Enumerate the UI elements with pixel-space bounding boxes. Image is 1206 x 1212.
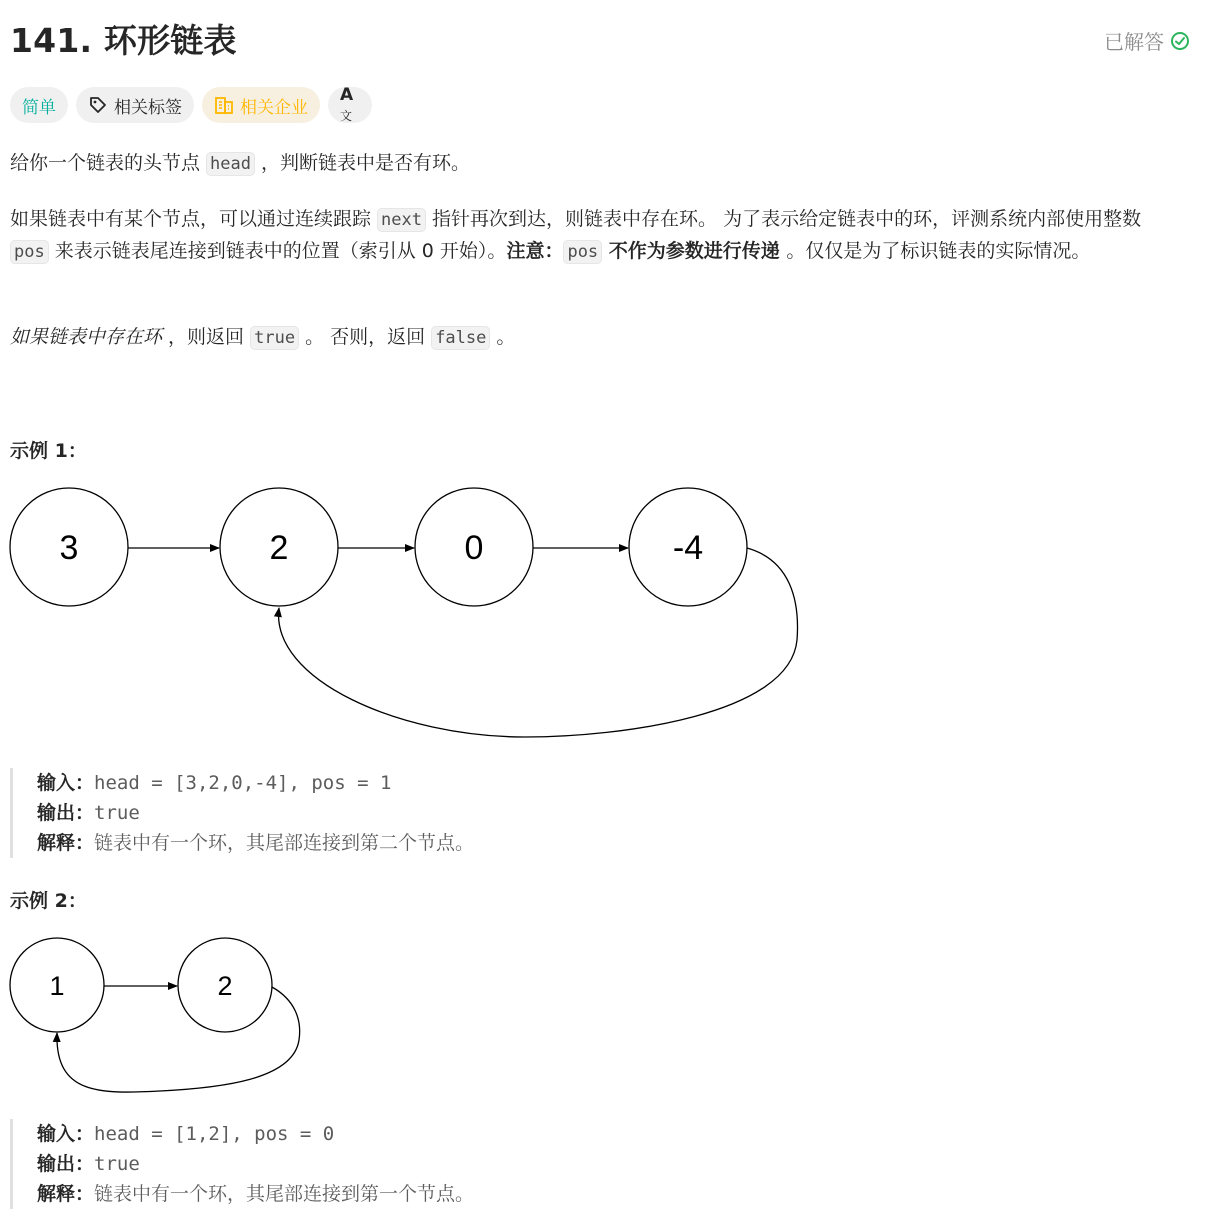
output-value: true bbox=[94, 802, 140, 824]
description-paragraph-1 bbox=[10, 148, 1176, 180]
node-value: 0 bbox=[464, 529, 484, 567]
tag-icon bbox=[88, 95, 108, 115]
example-2-block bbox=[10, 1119, 474, 1209]
emphasis-text: 如果链表中存在环 bbox=[10, 326, 163, 348]
related-tags-button[interactable] bbox=[76, 87, 194, 123]
inline-code: pos bbox=[10, 240, 49, 264]
note-label: 注意： bbox=[506, 240, 564, 262]
translate-button[interactable] bbox=[328, 87, 372, 123]
example-2-diagram bbox=[0, 930, 320, 1105]
list-node bbox=[415, 488, 533, 606]
list-node bbox=[220, 488, 338, 606]
inline-code: pos bbox=[563, 240, 602, 264]
text: 。 否则，返回 bbox=[299, 326, 432, 348]
node-value: 1 bbox=[49, 971, 65, 1001]
related-tags-label: 相关标签 bbox=[114, 97, 182, 118]
translate-icon: A文 bbox=[340, 85, 354, 123]
output-value: true bbox=[94, 1153, 140, 1175]
text: 指针再次到达，则链表中存在环。 为了表示给定链表中的环，评测系统内部使用整数 bbox=[426, 208, 1142, 230]
tag-bar bbox=[10, 87, 372, 123]
inline-code: head bbox=[206, 152, 255, 176]
text: 。仅仅是为了标识链表的实际情况。 bbox=[786, 240, 1091, 262]
inline-code: true bbox=[250, 326, 299, 350]
translate-label: A bbox=[340, 85, 354, 105]
list-node bbox=[629, 488, 747, 606]
text: 。 bbox=[490, 326, 516, 348]
explain-label: 解释： bbox=[37, 832, 95, 854]
related-companies-label: 相关企业 bbox=[240, 97, 308, 118]
list-node bbox=[10, 488, 128, 606]
explain-value: 链表中有一个环，其尾部连接到第二个节点。 bbox=[94, 832, 475, 854]
text: ，判断链表中是否有环。 bbox=[255, 152, 471, 174]
problem-header bbox=[10, 18, 1190, 64]
example-2-heading: 示例 2： bbox=[10, 890, 87, 912]
building-icon bbox=[214, 95, 234, 115]
list-node bbox=[10, 938, 104, 1032]
explain-label: 解释： bbox=[37, 1183, 95, 1205]
text: ，则返回 bbox=[162, 326, 251, 348]
input-label: 输入： bbox=[37, 772, 95, 794]
difficulty-label: 简单 bbox=[22, 97, 56, 118]
input-value: head = [1,2], pos = 0 bbox=[94, 1123, 335, 1145]
example-1-block bbox=[10, 768, 474, 858]
inline-code: false bbox=[431, 326, 490, 350]
example-1-heading: 示例 1： bbox=[10, 440, 87, 462]
description-paragraph-3 bbox=[10, 322, 1176, 354]
solved-status bbox=[1104, 26, 1190, 55]
text: 如果链表中有某个节点，可以通过连续跟踪 bbox=[10, 208, 378, 230]
explain-value: 链表中有一个环，其尾部连接到第一个节点。 bbox=[94, 1183, 475, 1205]
node-value: 3 bbox=[59, 529, 79, 567]
description-paragraph-2 bbox=[10, 204, 1176, 268]
input-value: head = [3,2,0,-4], pos = 1 bbox=[94, 772, 392, 794]
note-text: 不作为参数进行传递 bbox=[602, 240, 787, 262]
text: 给你一个链表的头节点 bbox=[10, 152, 207, 174]
node-value: -4 bbox=[672, 529, 704, 567]
node-value: 2 bbox=[269, 529, 289, 567]
node-value: 2 bbox=[217, 971, 233, 1001]
inline-code: next bbox=[377, 208, 426, 232]
output-label: 输出： bbox=[37, 1153, 95, 1175]
text: 来表示链表尾连接到链表中的位置（索引从 0 开始）。 bbox=[48, 240, 507, 262]
example-1-diagram bbox=[0, 480, 820, 745]
solved-label: 已解答 bbox=[1104, 30, 1164, 54]
output-label: 输出： bbox=[37, 802, 95, 824]
list-node bbox=[178, 938, 272, 1032]
input-label: 输入： bbox=[37, 1123, 95, 1145]
related-companies-button[interactable] bbox=[202, 87, 320, 123]
difficulty-tag[interactable] bbox=[10, 87, 68, 123]
check-circle-icon bbox=[1170, 31, 1190, 51]
problem-title: 141. 环形链表 bbox=[10, 21, 237, 60]
